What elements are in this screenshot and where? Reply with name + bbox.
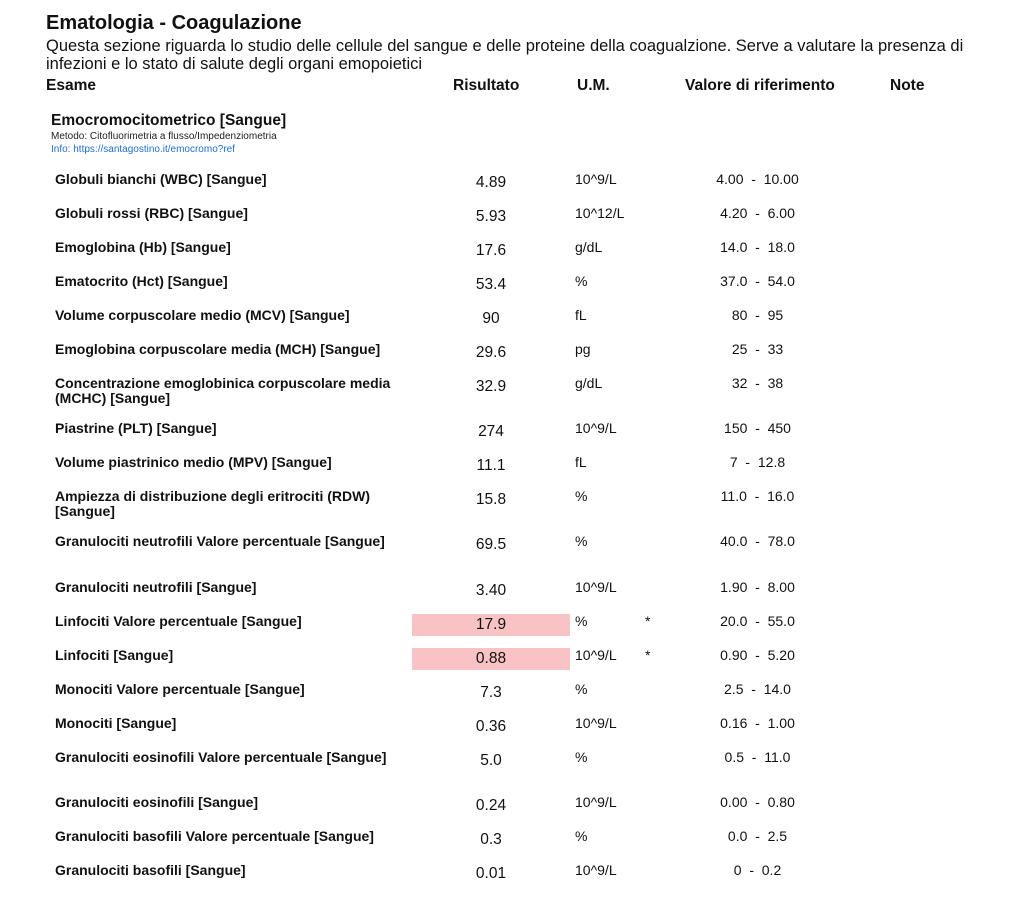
table-row: [0, 455, 1016, 489]
table-row: [0, 421, 1016, 455]
exam-unit: 10^9/L: [575, 579, 617, 595]
exam-reference: 11.0 - 16.0: [720, 488, 795, 504]
exam-result: 5.0: [480, 752, 502, 769]
exam-unit: 10^12/L: [575, 205, 625, 221]
exam-name: Globuli bianchi (WBC) [Sangue]: [55, 171, 267, 187]
exam-reference: 7 - 12.8: [729, 454, 786, 470]
exam-result: 4.89: [475, 174, 507, 191]
exam-unit: 10^9/L: [575, 420, 617, 436]
exam-name: Granulociti basofili [Sangue]: [55, 862, 246, 878]
exam-name: Piastrine (PLT) [Sangue]: [55, 420, 217, 436]
table-row: [0, 489, 1016, 523]
panel-info-link[interactable]: Info: https://santagostino.it/emocromo?ref: [51, 144, 235, 155]
table-row: [0, 274, 1016, 308]
table-row: [0, 308, 1016, 342]
exam-result: 29.6: [475, 344, 507, 361]
table-row: [0, 863, 1016, 897]
exam-reference: 1.90 - 8.00: [720, 579, 795, 595]
exam-reference: 37.0 - 54.0: [720, 273, 795, 289]
exam-unit: %: [575, 533, 588, 549]
exam-name: Ematocrito (Hct) [Sangue]: [55, 273, 228, 289]
table-row: [0, 376, 1016, 410]
exam-unit: 10^9/L: [575, 715, 617, 731]
exam-name: Emoglobina corpuscolare media (MCH) [Sangue]: [55, 341, 381, 357]
exam-reference: 0.0 - 2.5: [727, 828, 788, 844]
exam-unit: pg: [575, 341, 591, 357]
column-header-notes: Note: [890, 77, 925, 94]
exam-reference: 32 - 38: [731, 375, 784, 391]
exam-result: 274: [478, 423, 504, 440]
exam-reference: 2.5 - 14.0: [724, 681, 791, 697]
exam-unit: 10^9/L: [575, 647, 617, 663]
table-row: [0, 795, 1016, 829]
exam-name: Granulociti basofili Valore percentuale [Sangue]: [55, 828, 374, 844]
exam-result: 0.36: [475, 718, 507, 735]
exam-unit: 10^9/L: [575, 862, 617, 878]
exam-reference: 25 - 33: [731, 341, 784, 357]
exam-result: 0.24: [475, 797, 507, 814]
exam-name: Ampiezza di distribuzione degli eritrociti (RDW) [Sangue]: [55, 488, 371, 519]
page-title: Ematologia - Coagulazione: [46, 12, 302, 34]
exam-result: 90: [482, 310, 500, 327]
exam-reference: 14.0 - 18.0: [720, 239, 795, 255]
table-row: [0, 614, 1016, 648]
exam-reference: 4.00 - 10.00: [716, 171, 799, 187]
panel-title: Emocromocitometrico [Sangue]: [51, 112, 287, 129]
exam-result: 53.4: [475, 276, 507, 293]
exam-unit: 10^9/L: [575, 794, 617, 810]
exam-unit: %: [575, 828, 588, 844]
table-row: [0, 172, 1016, 206]
exam-name: Granulociti eosinofili [Sangue]: [55, 794, 259, 810]
exam-reference: 150 - 450: [724, 420, 791, 436]
exam-unit: g/dL: [575, 239, 603, 255]
exam-unit: 10^9/L: [575, 171, 617, 187]
exam-result: 3.40: [475, 582, 507, 599]
exam-result: 11.1: [476, 457, 506, 474]
table-row: [0, 750, 1016, 784]
exam-unit: %: [575, 273, 588, 289]
exam-result: 69.5: [475, 536, 507, 553]
exam-reference: 0.00 - 0.80: [720, 794, 795, 810]
exam-result: 5.93: [475, 208, 507, 225]
exam-unit: g/dL: [575, 375, 603, 391]
exam-reference: 20.0 - 55.0: [720, 613, 795, 629]
panel-method: Metodo: Citofluorimetria a flusso/Impedenziometria: [51, 131, 277, 142]
column-header-result: Risultato: [453, 77, 520, 94]
exam-result: 17.6: [475, 242, 507, 259]
exam-unit: fL: [575, 307, 587, 323]
table-row: [0, 342, 1016, 376]
exam-reference: 0.16 - 1.00: [720, 715, 795, 731]
exam-reference: 40.0 - 78.0: [720, 533, 795, 549]
column-header-reference: Valore di riferimento: [685, 77, 835, 94]
exam-reference: 0.90 - 5.20: [720, 647, 795, 663]
exam-reference: 0 - 0.2: [733, 862, 782, 878]
exam-unit: %: [575, 749, 588, 765]
exam-result: 17.9: [412, 614, 570, 636]
exam-result: 7.3: [480, 684, 502, 701]
exam-unit: fL: [575, 454, 587, 470]
exam-unit: %: [575, 681, 588, 697]
exam-result: 0.88: [412, 648, 570, 670]
exam-result: 15.8: [475, 491, 507, 508]
exam-flag: *: [645, 647, 651, 663]
exam-result: 0.3: [480, 831, 502, 848]
column-header-exam: Esame: [46, 77, 96, 94]
exam-name: Emoglobina (Hb) [Sangue]: [55, 239, 231, 255]
exam-flag: *: [645, 613, 651, 629]
exam-name: Granulociti eosinofili Valore percentuale [Sangue]: [55, 749, 387, 765]
table-row: [0, 240, 1016, 274]
table-row: [0, 829, 1016, 863]
exam-name: Volume piastrinico medio (MPV) [Sangue]: [55, 454, 332, 470]
exam-name: Linfociti [Sangue]: [55, 647, 174, 663]
exam-unit: %: [575, 613, 588, 629]
exam-name: Linfociti Valore percentuale [Sangue]: [55, 613, 302, 629]
exam-reference: 4.20 - 6.00: [720, 205, 795, 221]
exam-reference: 80 - 95: [731, 307, 784, 323]
exam-name: Volume corpuscolare medio (MCV) [Sangue]: [55, 307, 350, 323]
exam-name: Monociti Valore percentuale [Sangue]: [55, 681, 305, 697]
exam-name: Monociti [Sangue]: [55, 715, 177, 731]
section-description: Questa sezione riguarda lo studio delle cellule del sangue e delle proteine della coagualzione. Serve a valutare la presenza di infezioni e lo stato di salute degli organi emopoietici: [46, 37, 964, 73]
exam-reference: 0.5 - 11.0: [724, 749, 791, 765]
column-header-unit: U.M.: [577, 77, 610, 94]
exam-name: Granulociti neutrofili [Sangue]: [55, 579, 257, 595]
table-row: [0, 580, 1016, 614]
exam-name: Concentrazione emoglobinica corpuscolare media (MCHC) [Sangue]: [55, 375, 391, 406]
table-row: [0, 682, 1016, 716]
table-row: [0, 206, 1016, 240]
exam-name: Globuli rossi (RBC) [Sangue]: [55, 205, 248, 221]
exam-result: 32.9: [475, 378, 507, 395]
exam-unit: %: [575, 488, 588, 504]
table-row: [0, 534, 1016, 568]
table-row: [0, 648, 1016, 682]
table-row: [0, 716, 1016, 750]
exam-name: Granulociti neutrofili Valore percentuale [Sangue]: [55, 533, 385, 549]
exam-result: 0.01: [475, 865, 507, 882]
